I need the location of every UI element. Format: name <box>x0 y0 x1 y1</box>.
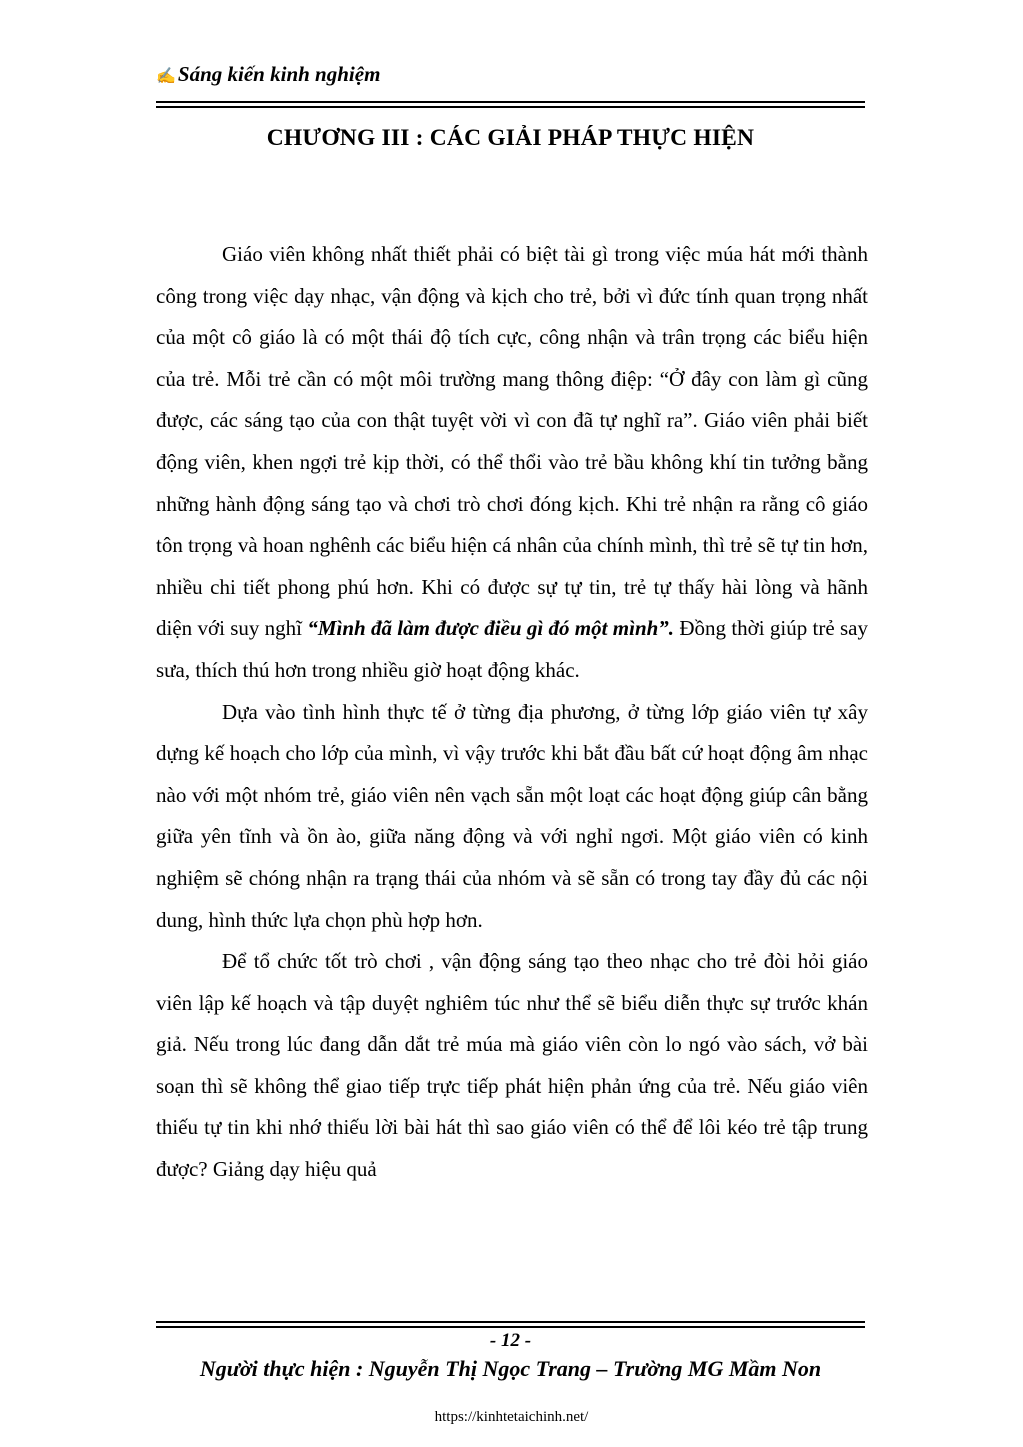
document-body <box>156 234 868 1191</box>
source-url[interactable]: https://kinhtetaichinh.net/ <box>434 1409 589 1425</box>
paragraph-1-text-end: Đồng thời giúp trẻ say sưa, thích thú hơn trong nhiều giờ hoạt động khác. <box>156 616 868 682</box>
page-footer: Người thực hiện : Nguyễn Thị Ngọc Trang – Trường MG Mầm Non <box>199 1356 822 1381</box>
paragraph-2: Dựa vào tình hình thực tế ở từng địa phương, ở từng lớp giáo viên tự xây dựng kế hoạch cho lớp của mình, vì vậy trước khi bắt đầu bất cứ hoạt động âm nhạc nào với một nhóm trẻ, giáo viên nên vạch sẵn một loạt các hoạt động giúp cân bằng giữa yên tĩnh và ồn ào, giữa năng động và với nghỉ ngơi. Một giáo viên có kinh nghiệm sẽ chóng nhận ra trạng thái của nhóm và sẽ sẵn có trong tay đầy đủ các nội dung, hình thức lựa chọn phù hợp hơn. <box>156 699 868 932</box>
page-number: - 12 - <box>489 1330 532 1351</box>
page-header <box>156 62 380 87</box>
footer-divider <box>156 1321 865 1328</box>
chapter-title: CHƯƠNG III : CÁC GIẢI PHÁP THỰC HIỆN <box>266 125 755 151</box>
paragraph-1-text: Giáo viên không nhất thiết phải có biệt tài gì trong việc múa hát mới thành công trong việc dạy nhạc, vận động và kịch cho trẻ, bởi vì đức tính quan trọng nhất của một cô giáo là có một thái độ tích cực, công nhận và trân trọng các biểu hiện của trẻ. Mỗi trẻ cần có một môi trường mang thông điệp: “Ở đây con làm gì cũng được, các sáng tạo của con thật tuyệt vời vì con đã tự nghĩ ra”. Giáo viên phải biết động viên, khen ngợi trẻ kịp thời, có thể thổi vào trẻ bầu không khí tin tưởng bằng những hành động sáng tạo và chơi trò chơi đóng kịch. Khi trẻ nhận ra rằng cô giáo tôn trọng và hoan nghênh các biểu hiện cá nhân của chính mình, thì trẻ sẽ tự tin hơn, nhiều chi tiết phong phú hơn. Khi có được sự tự tin, trẻ tự thấy hài lòng và hãnh diện với suy nghĩ <box>156 242 868 641</box>
header-text: Sáng kiến kinh nghiệm <box>177 62 381 86</box>
paragraph-1 <box>156 234 868 692</box>
quote-emphasis: “Mình đã làm được điều gì đó một mình”. <box>307 616 675 641</box>
paragraph-3: Để tổ chức tốt trò chơi , vận động sáng tạo theo nhạc cho trẻ đòi hỏi giáo viên lập kế hoạch và tập duyệt nghiêm túc như thể sẽ biểu diễn thực sự trước khán giả. Nếu trong lúc đang dẫn dắt trẻ múa mà giáo viên còn lo ngó vào sách, vở bài soạn thì sẽ không thể giao tiếp trực tiếp phát hiện phản ứng của trẻ. Nếu giáo viên thiếu tự tin khi nhớ thiếu lời bài hát thì sao giáo viên có thể để lôi kéo trẻ tập trung được? Giảng dạy hiệu quả <box>156 949 868 1182</box>
pen-writing-icon: ✍ <box>156 68 176 85</box>
header-divider <box>156 101 865 108</box>
